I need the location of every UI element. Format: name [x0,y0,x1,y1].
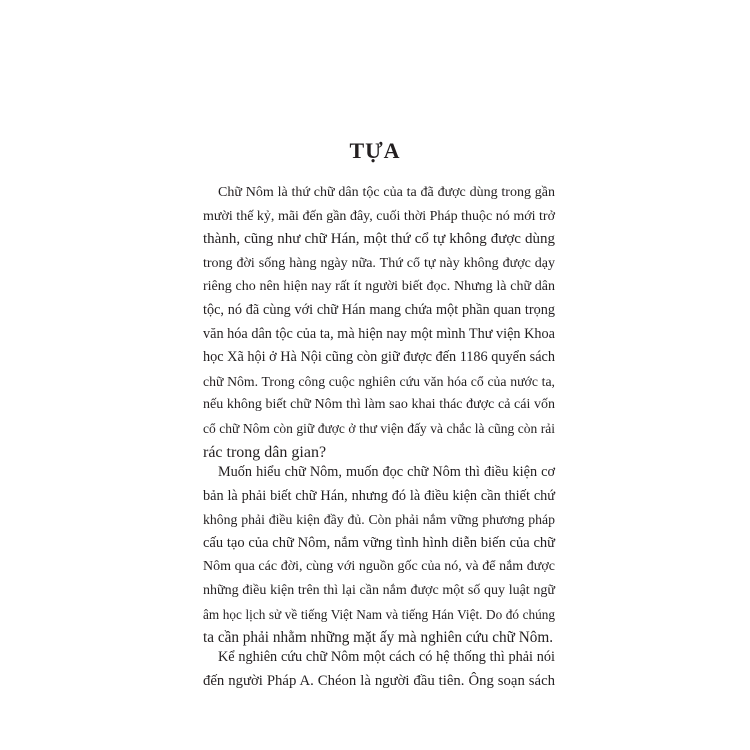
paragraph-line: chữ Nôm. Trong công cuộc nghiên cứu văn hóa cổ của nước ta, [203,373,555,389]
paragraph-line: cấu tạo của chữ Nôm, nắm vững tình hình diễn biến của chữ [203,534,555,551]
paragraph-line: Chữ Nôm là thứ chữ dân tộc của ta đã được dùng trong gần [218,185,555,200]
paragraph-line: nếu không biết chữ Nôm thì làm sao khai thác được cả cái vốn [203,397,555,413]
paragraph-line: Nôm qua các đời, cùng với nguồn gốc của nó, và để nắm được [203,559,555,575]
paragraph-line: tộc, nó đã cùng với chữ Hán mang chứa một phần quan trọng [203,301,555,318]
paragraph-3 [203,646,555,693]
paragraph-line: bản là phải biết chữ Hán, nhưng đó là điều kiện cần thiết chứ [203,487,555,504]
paragraph-line: Muốn hiểu chữ Nôm, muốn đọc chữ Nôm thì điều kiện cơ [218,464,555,480]
paragraph-line: mười thế kỷ, mãi đến gần đây, cuối thời Pháp thuộc nó mới trở [203,208,555,224]
paragraph-line: riêng cho nên hiện nay rất ít người biết đọc. Nhưng là chữ dân [203,279,555,295]
paragraph-1 [203,181,555,464]
paragraph-2 [203,461,555,650]
page-title: TỰA [349,138,401,163]
paragraph-line: âm học lịch sử về tiếng Việt Nam và tiếng Hán Việt. Do đó chúng [203,606,555,622]
paragraph-line: không phải điều kiện đầy đủ. Còn phải nắm vững phương pháp [203,512,555,528]
paragraph-line: thành, cũng như chữ Hán, một thứ cổ tự không được dùng [203,231,555,248]
paragraph-line: Kể nghiên cứu chữ Nôm một cách có hệ thống thì phải nói [218,649,555,665]
paragraph-line: văn hóa dân tộc của ta, mà hiện nay một mình Thư viện Khoa [203,325,555,342]
paragraph-line: rác trong dân gian? [203,443,327,461]
paragraph-line: trong đời sống hàng ngày nữa. Thứ cổ tự này không được dạy [203,255,555,271]
paragraph-line: đến người Pháp A. Chéon là người đầu tiên. Ông soạn sách [203,672,555,689]
paragraph-line: học Xã hội ở Hà Nội cũng còn giữ được đến 1186 quyển sách [203,349,555,366]
paragraph-line: những điều kiện trên thì lại cần nắm được một số quy luật ngữ [203,582,555,598]
paragraph-line: ta cần phải nhằm những mặt ấy mà nghiên cứu chữ Nôm. [203,629,554,647]
paragraph-line: cổ chữ Nôm còn giữ được ở thư viện đấy và chắc là cũng còn rải [203,420,555,436]
